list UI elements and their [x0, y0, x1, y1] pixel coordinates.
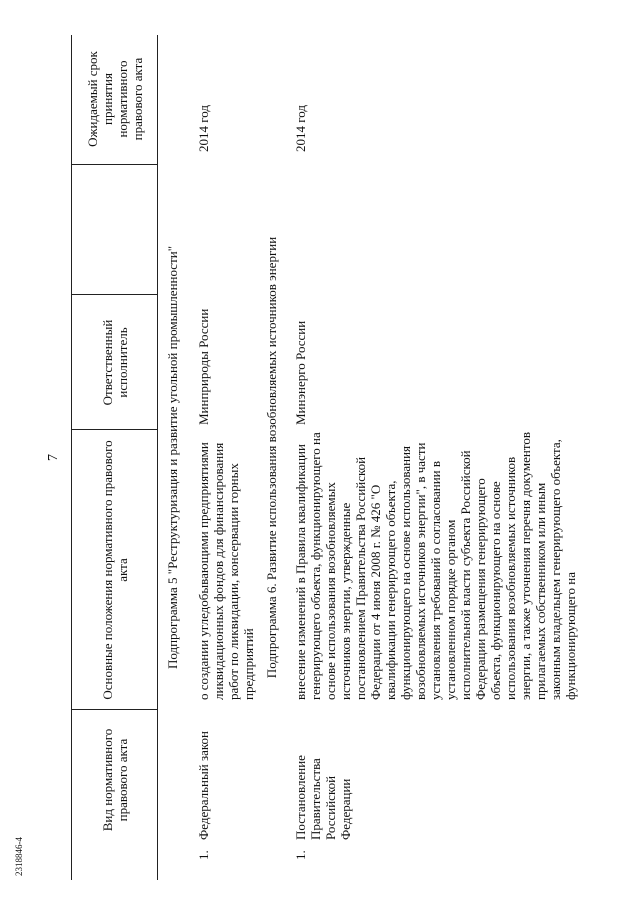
row-type: Федеральный закон [196, 731, 211, 840]
row-number: 1. [293, 850, 308, 860]
landscape-page [38, 35, 608, 880]
column-divider [72, 429, 157, 430]
row-executor: Минэнерго России [293, 320, 308, 425]
row-term: 2014 год [196, 105, 211, 152]
row-type: Постановление Правительства Российской Федерации [293, 755, 353, 840]
column-divider [72, 294, 157, 295]
header-type: Вид нормативного правового акта [99, 728, 130, 832]
header-executor: Ответственный исполнитель [99, 319, 130, 406]
section-title: Подпрограмма 5 "Реструктуризация и развитие угольной промышленности" [165, 245, 180, 670]
row-term: 2014 год [293, 105, 308, 152]
row-executor: Минприроды России [196, 308, 211, 425]
table-header [71, 35, 158, 880]
document-id: 2318846-4 [14, 837, 24, 876]
header-content: Основные положения нормативного правового акта [99, 440, 130, 700]
row-number: 1. [196, 850, 211, 860]
section-title: Подпрограмма 6. Развитие использования возобновляемых источников энергии [264, 236, 279, 679]
row-content: о создании угледобывающими предприятиями ликвидационных фондов для финансирования работ по ликвидации, консервации горных предприятий [196, 442, 256, 700]
row-content: внесение изменений в Правила квалификации генерирующего объекта, функционирующего на основе использования возобновляемых источников энергии, утвержденные постановлением Правительства Российской Федерации от 4 июня 2008 г. № 426 "О квалификации генерирующего объекта, функционирующего на основе использования возобновляемых источников энергии", в части установления требований о согласовании в установленном порядке органом исполнительной власти субъекта Российской Федерации размещения генерирующего объекта, функционирующего на основе использования возобновляемых источников энергии, а также уточнения перечня документов прилагаемых собственником или иным законным владельцем генерирующего объекта, функционирующего на [293, 432, 578, 700]
column-divider [72, 164, 157, 165]
header-term: Ожидаемый срок принятия нормативного правового акта [84, 51, 145, 147]
page-number: 7 [46, 454, 61, 461]
